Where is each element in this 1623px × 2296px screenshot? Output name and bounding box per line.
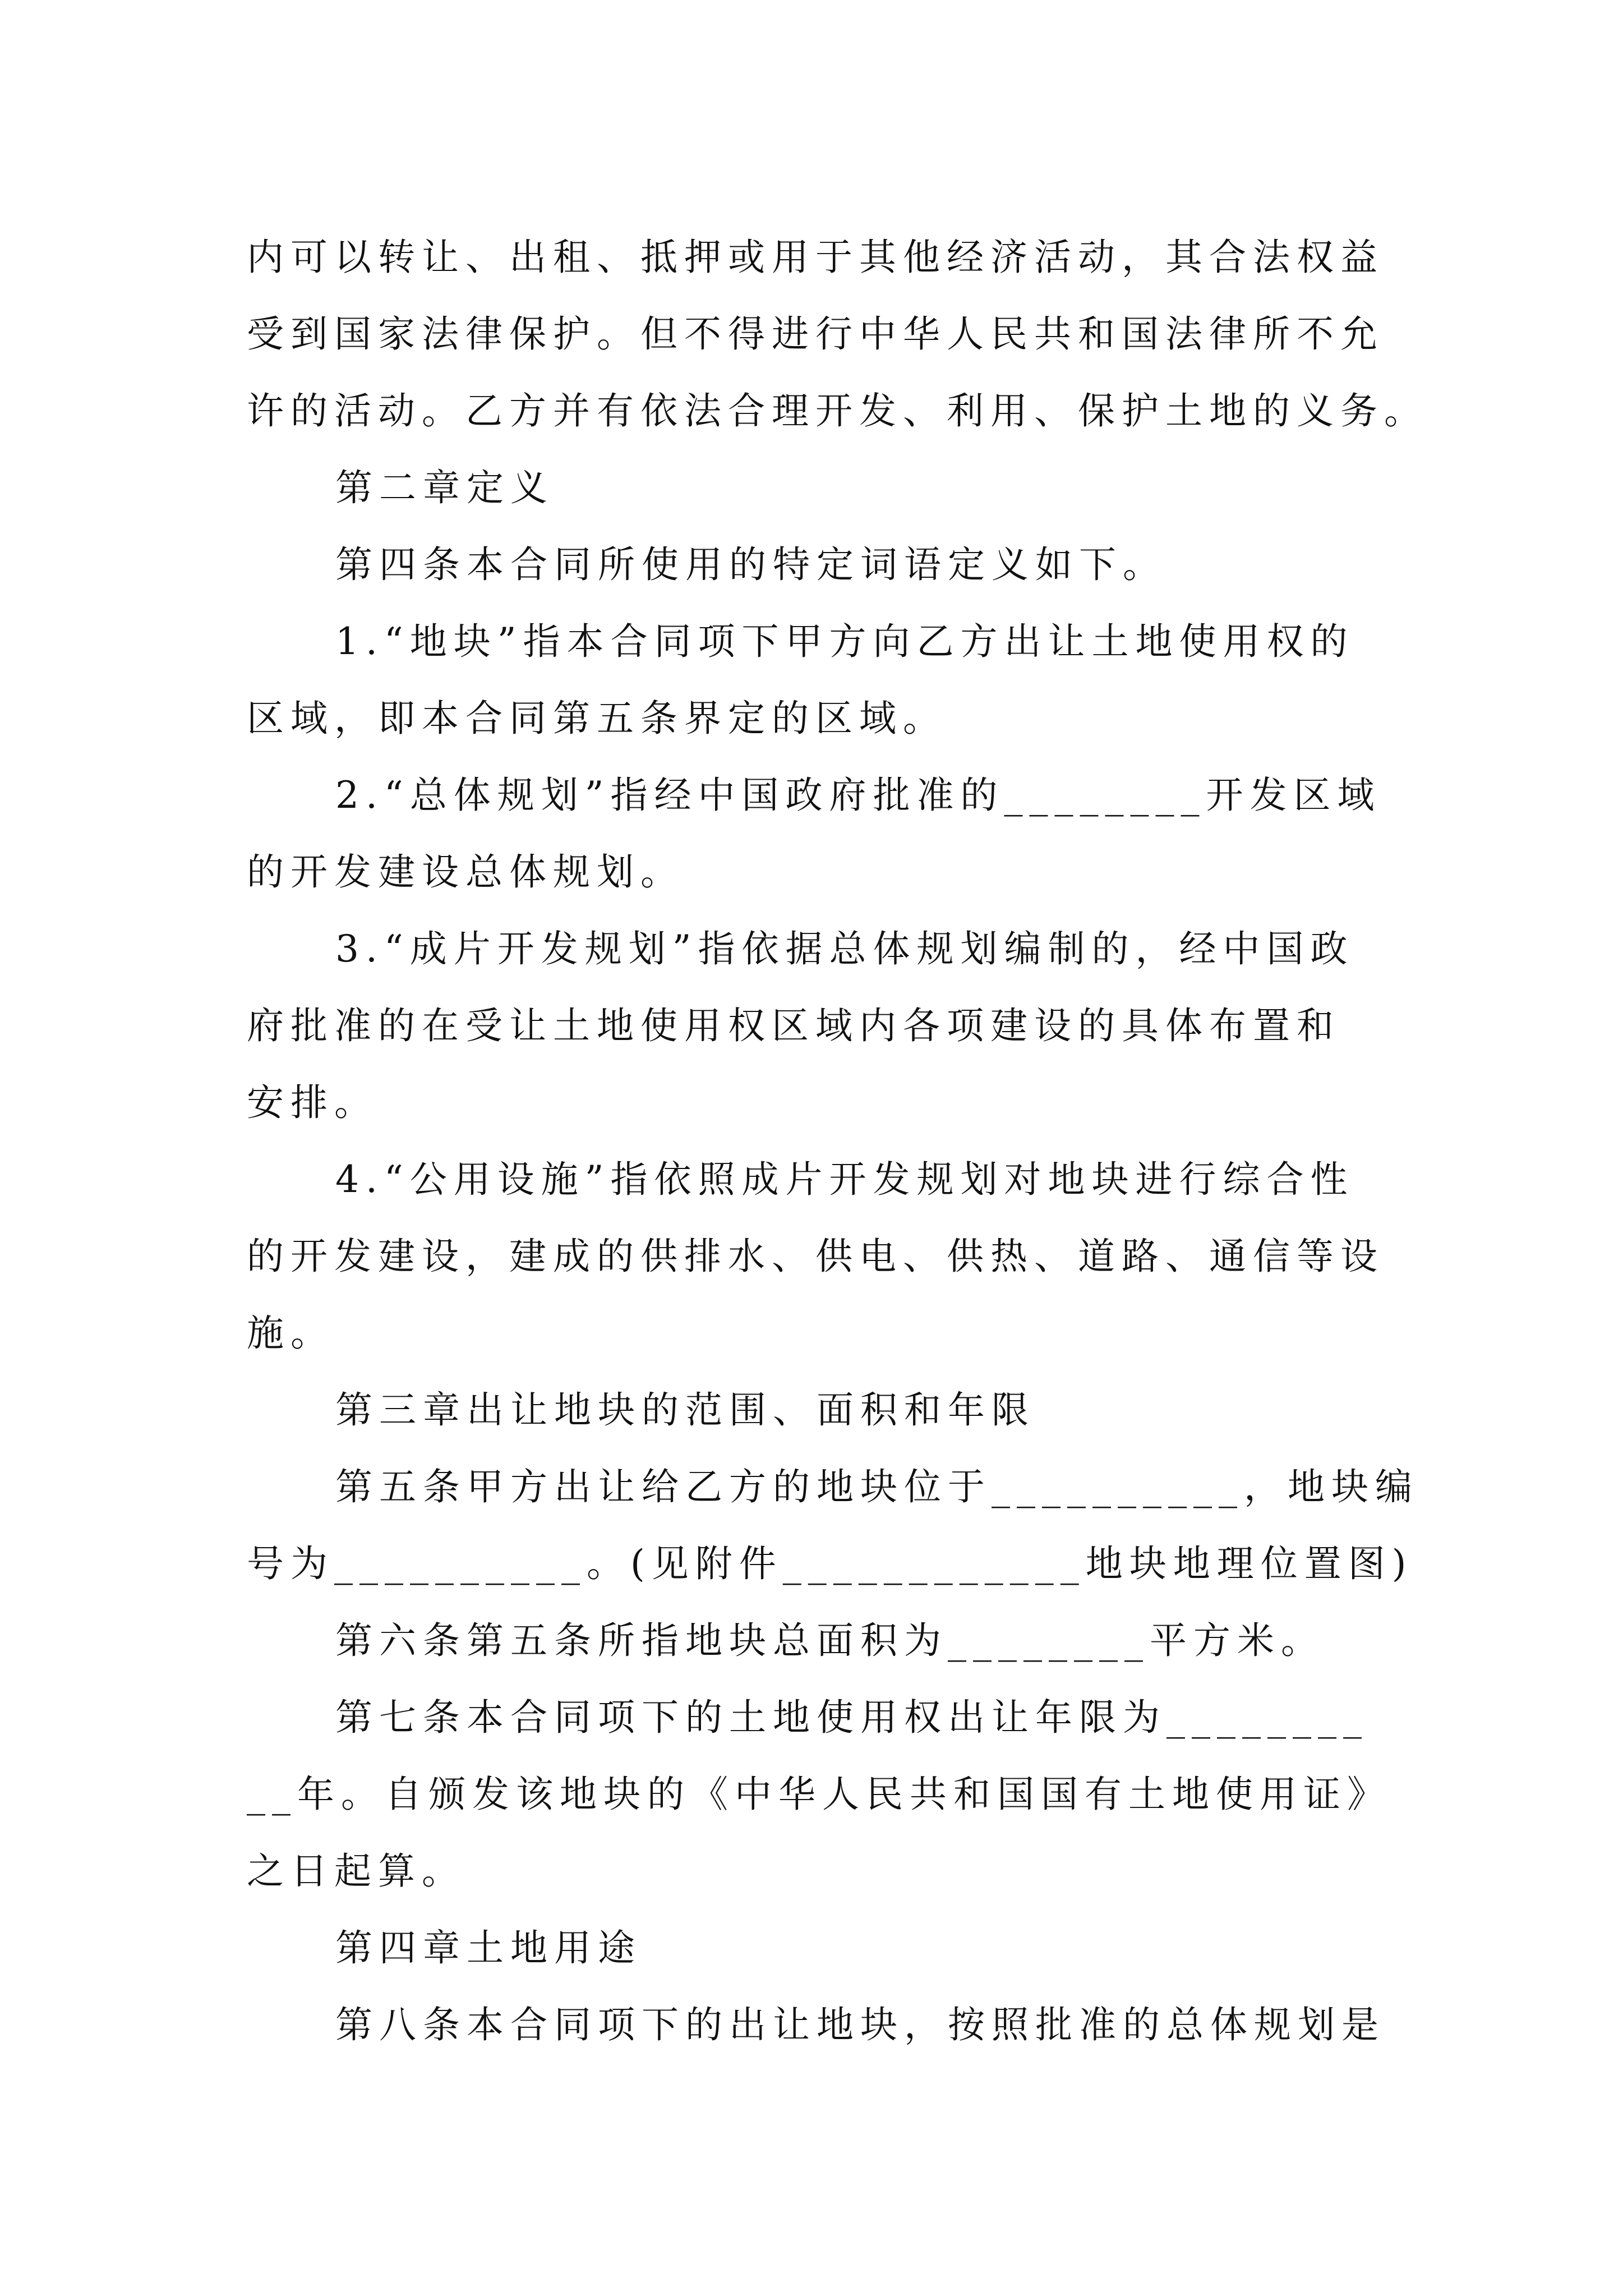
chapter-heading: 第三章出让地块的范围、面积和年限 <box>335 1388 1035 1432</box>
article-line: 第六条第五条所指地块总面积为________平方米。 <box>335 1619 1325 1662</box>
text-line: 号为__________。(见附件____________地块地理位置图) <box>247 1542 1413 1585</box>
text-line: 之日起算。 <box>247 1849 465 1893</box>
text-line: 施。 <box>247 1312 334 1355</box>
article-line: 第八条本合同项下的出让地块，按照批准的总体规划是 <box>335 2003 1385 2046</box>
chapter-heading: 第二章定义 <box>335 466 554 509</box>
definition-item: 4.“公用设施”指依照成片开发规划对地块进行综合性 <box>335 1158 1354 1201</box>
text-line: 内可以转让、出租、抵押或用于其他经济活动，其合法权益 <box>247 236 1384 279</box>
text-line: 的开发建设总体规划。 <box>247 850 684 894</box>
article-line: 第七条本合同项下的土地使用权出让年限为________ <box>335 1696 1368 1739</box>
definition-item: 3.“成片开发规划”指依据总体规划编制的，经中国政 <box>335 927 1354 970</box>
text-line: 受到国家法律保护。但不得进行中华人民共和国法律所不允 <box>247 312 1384 356</box>
article-line: 第五条甲方出让给乙方的地块位于__________，地块编 <box>335 1465 1419 1508</box>
article-line: 第四条本合同所使用的特定词语定义如下。 <box>335 543 1166 586</box>
text-line: __年。自颁发该地块的《中华人民共和国国有土地使用证》 <box>247 1773 1391 1816</box>
chapter-heading: 第四章土地用途 <box>335 1926 642 1970</box>
definition-item: 1.“地块”指本合同项下甲方向乙方出让土地使用权的 <box>335 620 1354 663</box>
text-line: 区域，即本合同第五条界定的区域。 <box>247 697 947 740</box>
text-line: 府批准的在受让土地使用权区域内各项建设的具体布置和 <box>247 1004 1340 1047</box>
document-body <box>247 219 1428 2063</box>
text-line: 的开发建设，建成的供排水、供电、供热、道路、通信等设 <box>247 1235 1384 1278</box>
definition-item: 2.“总体规划”指经中国政府批准的________开发区域 <box>335 774 1381 817</box>
text-line: 安排。 <box>247 1081 378 1124</box>
text-line: 许的活动。乙方并有依法合理开发、利用、保护土地的义务。 <box>247 389 1428 432</box>
